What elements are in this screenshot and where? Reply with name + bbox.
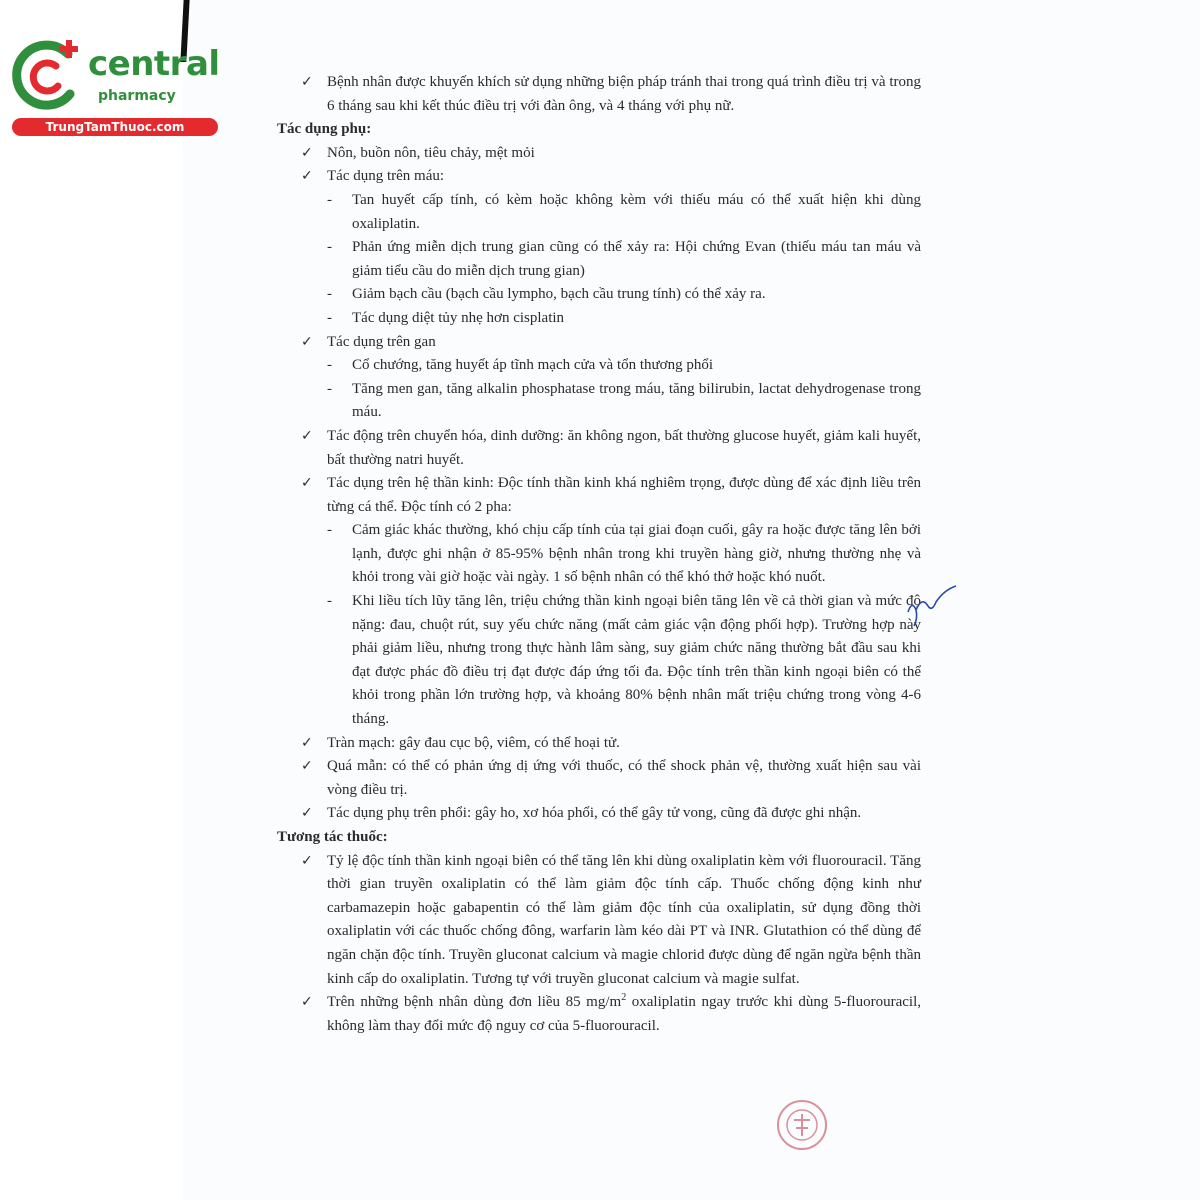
interaction-text: Tỷ lệ độc tính thần kinh ngoại biên có thể tăng lên khi dùng oxaliplatin kèm với fluorouracil. Tăng thời gian truyền oxaliplatin có thể làm giảm độc tính cấp. Thuốc chống động kinh như carbamazepin hoặc gabapentin có thể làm giảm độc tính của oxaliplatin, sử dụng đồng thời oxaliplatin với các thuốc chống đông, warfarin làm kéo dài PT và INR. Glutathion có thể dùng để ngăn chặn độc tính. Truyền gluconat calcium và magie chlorid được dùng để ngăn ngừa bệnh thần kinh cấp do oxaliplatin. Tương tự với truyền gluconat calcium và magie sulfat. [327, 852, 921, 987]
sub-item [277, 283, 921, 307]
check-mark-icon: ✓ [301, 734, 313, 751]
stamp-mark [772, 1090, 832, 1160]
contraception-item [277, 71, 921, 118]
side-effect-item [277, 802, 921, 826]
sub-item [277, 354, 921, 378]
sub-item-text: Khi liều tích lũy tăng lên, triệu chứng thần kinh ngoại biên tăng lên về cả thời gian và mức độ nặng: đau, chuột rút, suy yếu chức năng (mất cảm giác vận động phối hợp). Trường hợp này phải giảm liều, nhưng trong thực hành lâm sàng, suy giảm chức năng thường bắt đầu sau khi đạt được phác đồ điều trị đạt được đáp ứng tối đa. Độc tính trên thần kinh ngoại biên có thể khỏi trong phần lớn trường hợp, và khoảng 80% bệnh nhân mất triệu chứng trong vòng 4-6 tháng. [352, 593, 921, 728]
check-mark-icon: ✓ [301, 427, 313, 444]
check-mark-icon: ✓ [301, 74, 313, 90]
check-mark-icon: ✓ [301, 852, 313, 869]
check-mark-icon: ✓ [301, 168, 313, 185]
dash-bullet: - [327, 593, 332, 610]
dash-bullet: - [327, 286, 332, 303]
check-mark-icon: ✓ [301, 144, 313, 161]
interaction-item [277, 991, 921, 1038]
side-effect-item [277, 165, 921, 189]
sub-item [277, 236, 921, 283]
superscript: 2 [621, 992, 627, 1004]
sub-item-text: Phản ứng miễn dịch trung gian cũng có thể xảy ra: Hội chứng Evan (thiếu máu tan máu và giảm tiểu cầu do miễn dịch trung gian) [352, 239, 921, 279]
side-effect-text: Tác dụng trên gan [327, 333, 436, 350]
side-effects-heading: Tác dụng phụ: [277, 121, 372, 138]
logo-subtitle: pharmacy [98, 88, 176, 104]
side-effect-text: Tràn mạch: gây đau cục bộ, viêm, có thể hoại tử. [327, 734, 620, 751]
interaction-text-b: oxaliplatin ngay trước khi dùng 5-fluorouracil, không làm thay đổi mức độ nguy cơ của 5-fluorouracil. [327, 994, 921, 1034]
sub-item-text: Tan huyết cấp tính, có kèm hoặc không kèm với thiếu máu có thể xuất hiện khi dùng oxaliplatin. [352, 191, 921, 232]
sub-item-text: Giảm bạch cầu (bạch cầu lympho, bạch cầu trung tính) có thể xảy ra. [352, 286, 766, 303]
dash-bullet: - [327, 522, 332, 539]
contraception-text: Bệnh nhân được khuyến khích sử dụng những biện pháp tránh thai trong quá trình điều trị và trong 6 tháng sau khi kết thúc điều trị với đàn ông, và 4 tháng với phụ nữ. [327, 74, 921, 114]
check-mark-icon: ✓ [301, 758, 313, 775]
document-body [277, 71, 921, 1038]
logo-url-banner: TrungTamThuoc.com [12, 118, 218, 136]
sub-item-text: Cổ chướng, tăng huyết áp tĩnh mạch cửa và tổn thương phổi [352, 357, 714, 374]
logo-c-icon [10, 36, 90, 116]
side-effect-text: Tác dụng trên hệ thần kinh: Độc tính thần kinh khá nghiêm trọng, được dùng để xác định liều trên từng cá thể. Độc tính có 2 pha: [327, 475, 921, 515]
sub-item [277, 378, 921, 425]
side-effect-text: Tác dụng phụ trên phổi: gây ho, xơ hóa phổi, có thể gây tử vong, cũng đã được ghi nhận. [327, 805, 862, 822]
sub-item [277, 189, 921, 236]
dash-bullet: - [327, 239, 332, 256]
check-mark-icon: ✓ [301, 475, 313, 492]
interaction-text-a: Trên những bệnh nhân dùng đơn liều 85 mg/m [327, 994, 622, 1011]
dash-bullet: - [327, 191, 332, 208]
sub-item-text: Tác dụng diệt tủy nhẹ hơn cisplatin [352, 309, 565, 326]
sub-item-text: Tăng men gan, tăng alkalin phosphatase trong máu, tăng bilirubin, lactat dehydrogenase trong máu. [352, 380, 921, 421]
side-effect-item [277, 472, 921, 519]
side-effect-text: Tác động trên chuyển hóa, dinh dưỡng: ăn không ngon, bất thường glucose huyết, giảm kali huyết, bất thường natri huyết. [327, 427, 921, 468]
side-effect-text: Quá mẫn: có thể có phản ứng dị ứng với thuốc, có thể shock phản vệ, thường xuất hiện sau vài vòng điều trị. [327, 758, 921, 798]
check-mark-icon: ✓ [301, 805, 313, 822]
check-mark-icon: ✓ [301, 994, 313, 1011]
side-effect-item [277, 425, 921, 472]
dash-bullet: - [327, 380, 332, 397]
sub-item-text: Cảm giác khác thường, khó chịu cấp tính của tại giai đoạn cuối, gây ra hoặc được tăng lên bởi lạnh, được ghi nhận ở 85-95% bệnh nhân trong khi truyền hàng giờ, nhưng thường nhẹ và khỏi trong vài giờ hoặc vài ngày. 1 số bệnh nhân có thể khó thở hoặc khó nuốt. [352, 522, 921, 586]
logo-name: central [88, 44, 220, 84]
central-pharmacy-logo [10, 36, 220, 136]
side-effect-text: Tác dụng trên máu: [327, 168, 445, 185]
interaction-item [277, 850, 921, 992]
dash-bullet: - [327, 309, 332, 326]
side-effect-item [277, 331, 921, 355]
side-effect-text: Nôn, buồn nôn, tiêu chảy, mệt mỏi [327, 144, 535, 161]
check-mark-icon: ✓ [301, 333, 313, 350]
dash-bullet: - [327, 357, 332, 374]
sub-item [277, 590, 921, 732]
interactions-heading: Tương tác thuốc: [277, 829, 388, 845]
signature-scribble [900, 582, 960, 632]
side-effect-item [277, 755, 921, 802]
sub-item [277, 307, 921, 331]
side-effect-item [277, 142, 921, 166]
sub-item [277, 519, 921, 590]
side-effect-item [277, 732, 921, 756]
